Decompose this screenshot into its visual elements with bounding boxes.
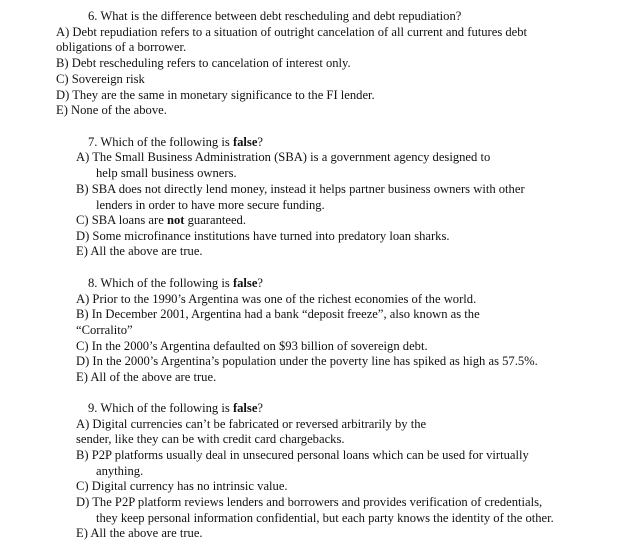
question-8-option-a: A) Prior to the 1990’s Argentina was one of the richest economies of the world.	[76, 292, 477, 306]
question-6-option-d: D) They are the same in monetary significance to the FI lender.	[56, 88, 375, 102]
question-7-option-c	[76, 213, 246, 229]
question-8-option-d: D) In the 2000’s Argentina’s population under the poverty line has spiked as high as 57.5%.	[76, 354, 538, 368]
question-7-option-b-cont: lenders in order to have more secure funding.	[96, 198, 325, 212]
question-7-stem	[88, 135, 263, 151]
question-6-stem: 6. What is the difference between debt rescheduling and debt repudiation?	[88, 9, 462, 23]
question-9-option-e: E) All the above are true.	[76, 526, 203, 540]
question-7-option-a-cont: help small business owners.	[96, 166, 237, 180]
question-7-option-c-prefix: C) SBA loans are	[76, 213, 167, 227]
question-6-option-a-cont: obligations of a borrower.	[56, 40, 187, 54]
question-9-stem-prefix: 9. Which of the following is	[88, 401, 233, 415]
question-9-option-d-cont: they keep personal information confidential, but each party knows the identity of the other.	[96, 511, 554, 525]
question-6-option-e: E) None of the above.	[56, 103, 167, 117]
question-9-option-d: D) The P2P platform reviews lenders and borrowers and provides verification of credentials,	[76, 495, 543, 509]
question-9-option-a-cont: sender, like they can be with credit card chargebacks.	[76, 432, 345, 446]
question-8-stem-bold: false	[232, 276, 258, 290]
question-7-option-a: A) The Small Business Administration (SBA) is a government agency designed to	[76, 150, 491, 164]
question-7-stem-prefix: 7. Which of the following is	[88, 135, 233, 149]
question-7-option-e: E) All the above are true.	[76, 244, 203, 258]
question-8-stem-prefix: 8. Which of the following is	[88, 276, 233, 290]
question-8-option-e: E) All of the above are true.	[76, 370, 217, 384]
question-9-option-b: B) P2P platforms usually deal in unsecured personal loans which can be used for virtually	[76, 448, 529, 462]
question-7-stem-bold: false	[232, 135, 258, 149]
question-9-option-b-cont: anything.	[96, 464, 144, 478]
question-6-option-a: A) Debt repudiation refers to a situation of outright cancelation of all current and futures debt	[56, 25, 528, 39]
question-7-stem-suffix: ?	[257, 135, 264, 149]
question-7-option-c-bold: not	[166, 213, 185, 227]
question-9-stem	[88, 401, 263, 417]
question-6-option-b: B) Debt rescheduling refers to cancelation of interest only.	[56, 56, 351, 70]
question-9-option-c: C) Digital currency has no intrinsic value.	[76, 479, 288, 493]
question-8-option-b: B) In December 2001, Argentina had a bank “deposit freeze”, also known as the	[76, 307, 480, 321]
question-9-stem-suffix: ?	[257, 401, 264, 415]
question-6-option-c: C) Sovereign risk	[56, 72, 145, 86]
question-9-stem-bold: false	[232, 401, 258, 415]
question-7-option-c-suffix: guaranteed.	[184, 213, 246, 227]
question-8-stem	[88, 276, 263, 292]
question-7-option-b: B) SBA does not directly lend money, instead it helps partner business owners with other	[76, 182, 525, 196]
question-8-option-b-cont: “Corralito”	[76, 323, 133, 337]
question-8-option-c: C) In the 2000’s Argentina defaulted on $93 billion of sovereign debt.	[76, 339, 428, 353]
question-9-option-a: A) Digital currencies can’t be fabricated or reversed arbitrarily by the	[76, 417, 427, 431]
question-7-option-d: D) Some microfinance institutions have turned into predatory loan sharks.	[76, 229, 450, 243]
question-8-stem-suffix: ?	[257, 276, 264, 290]
